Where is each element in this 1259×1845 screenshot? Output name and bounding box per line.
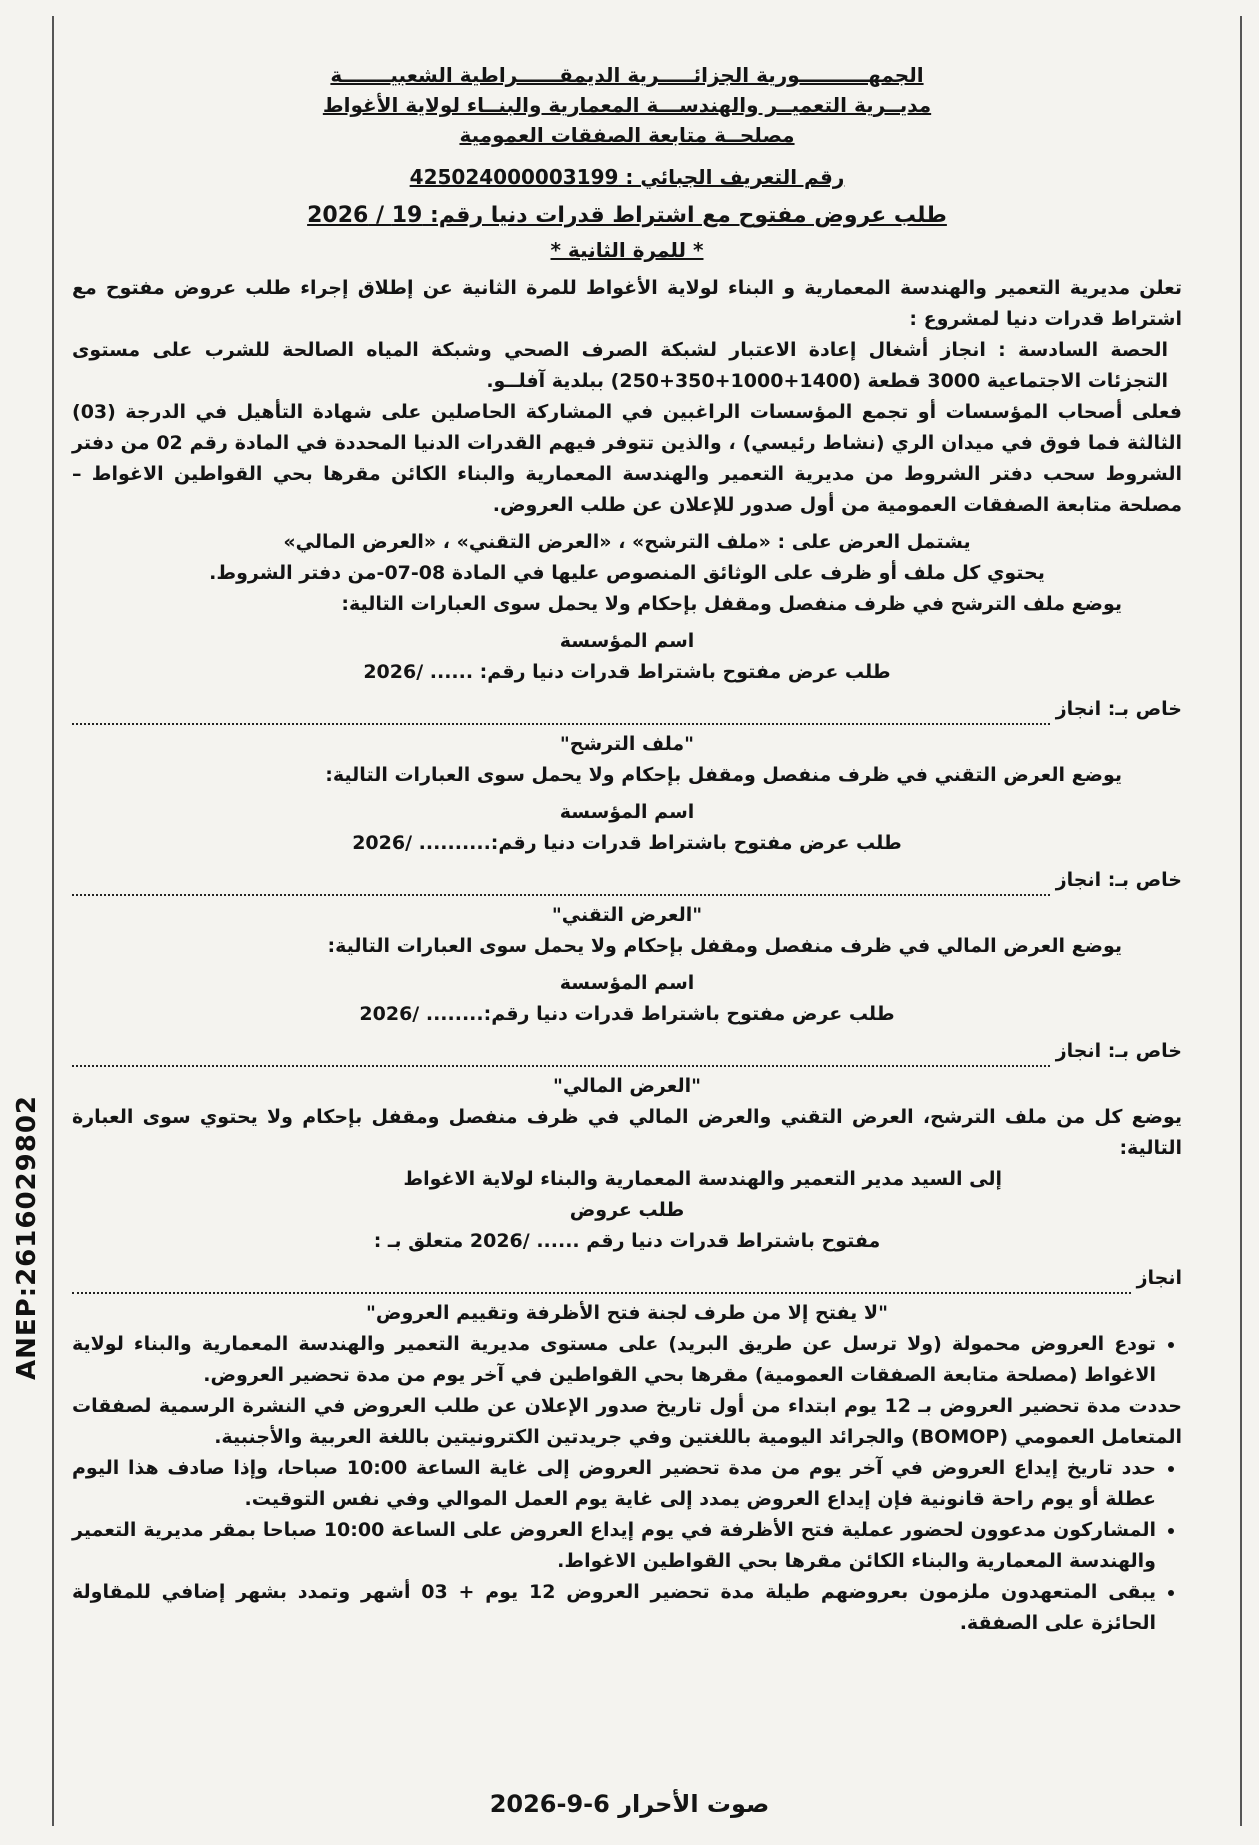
deadline-condition: • حدد تاريخ إيداع العروض في آخر يوم من مدة تحضير العروض إلى غاية الساعة 10:00 صباحا، وإذا صادف هذا اليوم عطلة أو يوم راحة قانونية فإن إيداع العروض يمدد إلى غاية يوم العمل الموالي وفي نفس التوقيت.	[72, 1453, 1156, 1515]
dotted-line	[72, 705, 1050, 725]
special-line-technical	[72, 865, 1182, 896]
envelope-intro-technical: يوضع العرض التقني في ظرف منفصل ومقفل بإحكام ولا يحمل سوى العبارات التالية:	[325, 764, 1122, 786]
candidacy-envelope	[72, 626, 1182, 688]
offer-contents: يشتمل العرض على : «ملف الترشح» ، «العرض التقني» ، «العرض المالي»	[283, 531, 971, 553]
documents-note: يحتوي كل ملف أو ظرف على الوثائق المنصوص عليها في المادة 08-07-من دفتر الشروط.	[209, 562, 1045, 584]
technical-offer-label: "العرض التقني"	[551, 904, 703, 926]
duration-paragraph: حددت مدة تحضير العروض بـ 12 يوم ابتداء من أول تاريخ صدور الإعلان عن طلب العروض في النشرة الرسمية لصفقات المتعامل العمومي (BOMOP) والجرائد اليومية باللغتين وفي جريدتين الكترونيتين باللغة العربية والأجنبية.	[72, 1395, 1182, 1448]
eligibility-paragraph: فعلى أصحاب المؤسسات أو تجمع المؤسسات الراغبين في المشاركة الحاصلين على شهادة التأهيل في الدرجة (03) الثالثة فما فوق في ميدان الري (نشاط رئيسي) ، والذين تتوفر فيهم القدرات الدنيا المحددة في المادة رقم 02 من دفتر الشروط سحب دفتر الشروط من مديرية التعمير والهندسة المعمارية والبناء الكائن مقرها بحي القواطين الاغواط – مصلحة متابعة الصفقات العمومية من أول صدور للإعلان عن طلب العروض.	[72, 401, 1182, 516]
company-name-label: اسم المؤسسة	[559, 630, 695, 652]
envelope-intro-candidacy: يوضع ملف الترشح في ظرف منفصل ومقفل بإحكام ولا يحمل سوى العبارات التالية:	[341, 593, 1122, 615]
envelope-intro-financial: يوضع العرض المالي في ظرف منفصل ومقفل بإحكام ولا يحمل سوى العبارات التالية:	[327, 935, 1122, 957]
addressee-line: إلى السيد مدير التعمير والهندسة المعمارية والبناء لولاية الاغواط	[403, 1168, 1002, 1190]
lot-description: الحصة السادسة : انجاز أشغال إعادة الاعتبار لشبكة الصرف الصحي وشبكة المياه الصالحة للشرب على مستوى التجزئات الاجتماعية 3000 قطعة (1400+1000+350+250) ببلدية آفلــو.	[72, 339, 1168, 392]
anep-reference-code: ANEP:2616029802	[12, 1094, 42, 1380]
newspaper-footer: صوت الأحرار 6-9-2026	[489, 1790, 770, 1818]
dotted-line	[72, 1274, 1131, 1294]
conditions-list	[72, 1329, 1182, 1391]
tender-word: طلب عروض	[569, 1199, 685, 1221]
dotted-line	[72, 1047, 1050, 1067]
special-label: خاص بـ: انجاز	[1055, 869, 1182, 891]
candidacy-file-label: "ملف الترشح"	[559, 733, 695, 755]
do-not-open-notice: "لا يفتح إلا من طرف لجنة فتح الأظرفة وتقييم العروض"	[366, 1302, 888, 1324]
intro-paragraph: تعلن مديرية التعمير والهندسة المعمارية و البناء لولاية الأغواط للمرة الثانية عن إطلاق إجراء طلب عروض مفتوح مع اشتراط قدرات دنيا لمشروع :	[72, 277, 1182, 330]
outer-envelope-intro: يوضع كل من ملف الترشح، العرض التقني والعرض المالي في ظرف منفصل ومقفل بإحكام ولا يحتوي سوى العبارة التالية:	[72, 1106, 1182, 1159]
directorate-heading: مديــرية التعميــر والهندســـة المعمارية والبنــاء لولاية الأغواط	[322, 93, 932, 117]
opening-condition: • المشاركون مدعوون لحضور عملية فتح الأظرفة في يوم إيداع العروض على الساعة 10:00 صباحا بمقر مديرية التعمير والهندسة المعمارية والبناء الكائن مقرها بحي القواطين الاغواط.	[72, 1515, 1156, 1577]
tender-title: طلب عروض مفتوح مع اشتراط قدرات دنيا رقم: 19 / 2026	[307, 203, 947, 228]
deposit-condition: • تودع العروض محمولة (ولا ترسل عن طريق البريد) على مستوى مديرية التعمير والهندسة المعمارية والبناء لولاية الاغواط (مصلحة متابعة الصفقات العمومية) مقرها بحي القواطين في آخر يوم من مدة تحضير العروض.	[72, 1329, 1156, 1391]
outer-envelope-line: مفتوح باشتراط قدرات دنيا رقم ...... /2026 متعلق بـ :	[373, 1230, 881, 1252]
republic-heading: الجمهــــــــــورية الجزائـــــرية الديمقــــــراطية الشعبيـــــــة	[330, 63, 924, 87]
financial-envelope	[72, 968, 1182, 1030]
special-label: خاص بـ: انجاز	[1055, 1040, 1182, 1062]
company-name-label: اسم المؤسسة	[559, 801, 695, 823]
envelope-line-technical: طلب عرض مفتوح باشتراط قدرات دنيا رقم:.......... /2026	[352, 832, 902, 854]
validity-condition: • يبقى المتعهدون ملزمون بعروضهم طيلة مدة تحضير العروض 12 يوم + 03 أشهر وتمدد بشهر إضافي للمقاولة الحائزة على الصفقة.	[72, 1577, 1156, 1639]
special-line-candidacy	[72, 694, 1182, 725]
special-label: خاص بـ: انجاز	[1055, 698, 1182, 720]
announcement-body	[72, 60, 1182, 1639]
financial-offer-label: "العرض المالي"	[552, 1075, 702, 1097]
company-name-label: اسم المؤسسة	[559, 972, 695, 994]
envelope-line-financial: طلب عرض مفتوح باشتراط قدرات دنيا رقم:........ /2026	[359, 1003, 895, 1025]
tax-id: رقم التعريف الجبائي : 425024000003199	[409, 165, 845, 189]
outer-special-line	[72, 1263, 1182, 1294]
outer-special-label: انجاز	[1136, 1267, 1182, 1289]
conditions-list-2	[72, 1453, 1182, 1639]
envelope-line-candidacy: طلب عرض مفتوح باشتراط قدرات دنيا رقم: ...... /2026	[363, 661, 891, 683]
special-line-financial	[72, 1036, 1182, 1067]
dotted-line	[72, 876, 1050, 896]
service-heading: مصلحــة متابعة الصفقات العمومية	[459, 123, 795, 147]
round-label: * للمرة الثانية *	[550, 238, 704, 262]
technical-envelope	[72, 797, 1182, 859]
